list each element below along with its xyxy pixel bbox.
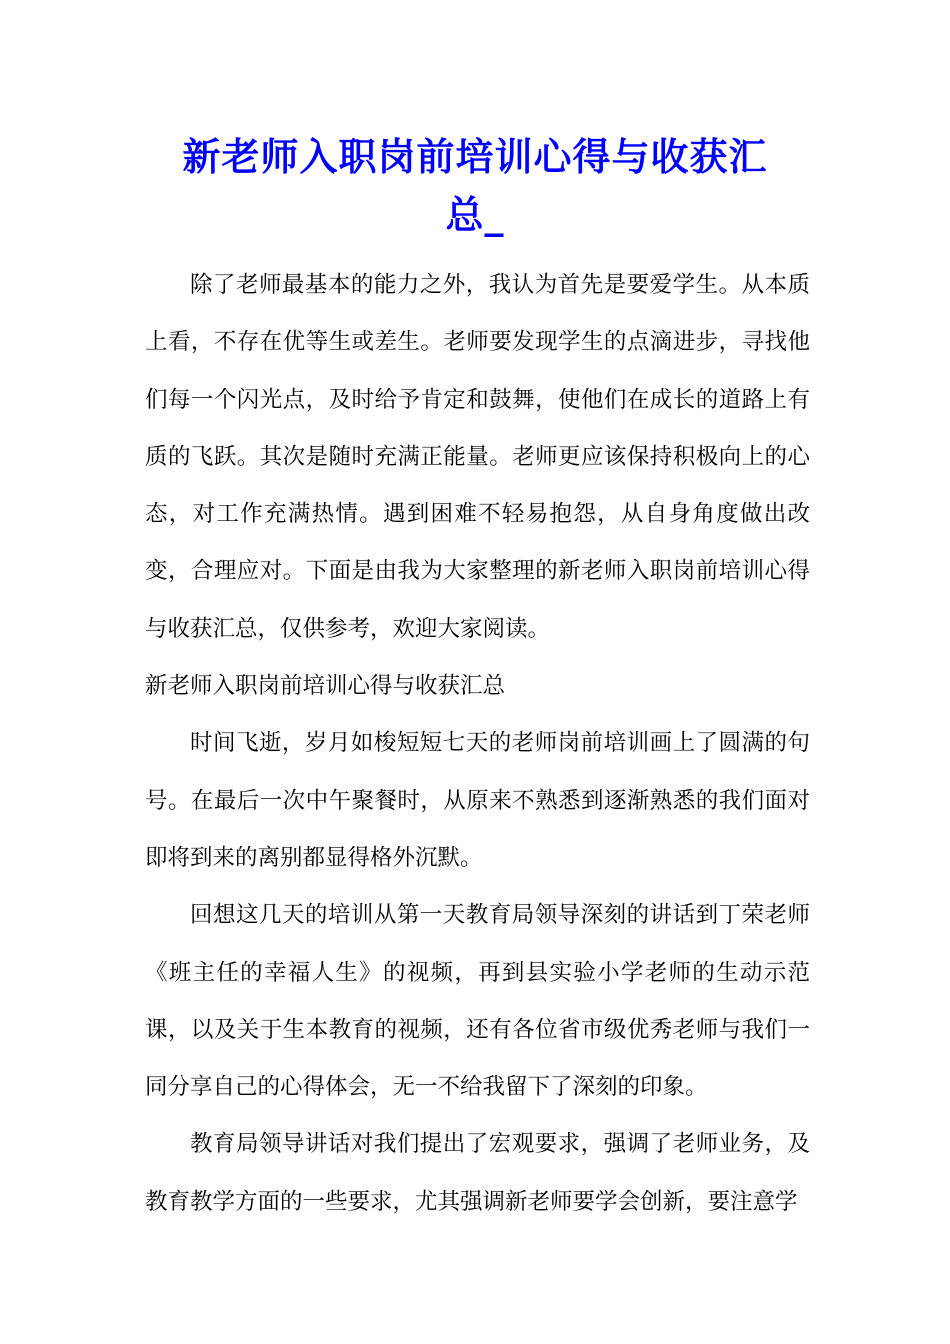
title-line-1: 新老师入职岗前培训心得与收获汇 — [182, 134, 768, 179]
intro-paragraph: 除了老师最基本的能力之外，我认为首先是要爱学生。从本质上看，不存在优等生或差生。老师要发现学生的点滴进步，寻找他们每一个闪光点，及时给予肯定和鼓舞，使他们在成长的道路上有质的飞跃。其次是随时充满正能量。老师更应该保持积极向上的心态，对工作充满热情。遇到困难不轻易抱怨，从自身角度做出改变，合理应对。下面是由我为大家整理的新老师入职岗前培训心得与收获汇总，仅供参考，欢迎大家阅读。 — [145, 272, 810, 642]
paragraph-1: 时间飞逝，岁月如梭短短七天的老师岗前培训画上了圆满的句号。在最后一次中午聚餐时，从原来不熟悉到逐渐熟悉的我们面对即将到来的离别都显得格外沉默。 — [145, 730, 810, 871]
title-line-2: 总_ — [445, 192, 505, 237]
paragraph-2: 回想这几天的培训从第一天教育局领导深刻的讲话到丁荣老师《班主任的幸福人生》的视频，再到县实验小学老师的生动示范课，以及关于生本教育的视频，还有各位省市级优秀老师与我们一同分享自己的心得体会，无一不给我留下了深刻的印象。 — [145, 902, 810, 1101]
paragraph-3: 教育局领导讲话对我们提出了宏观要求，强调了老师业务，及教育教学方面的一些要求，尤其强调新老师要学会创新，要注意学 — [145, 1131, 810, 1215]
section-subtitle: 新老师入职岗前培训心得与收获汇总 — [145, 673, 506, 700]
document-title — [145, 128, 805, 244]
document-body — [145, 257, 810, 1231]
